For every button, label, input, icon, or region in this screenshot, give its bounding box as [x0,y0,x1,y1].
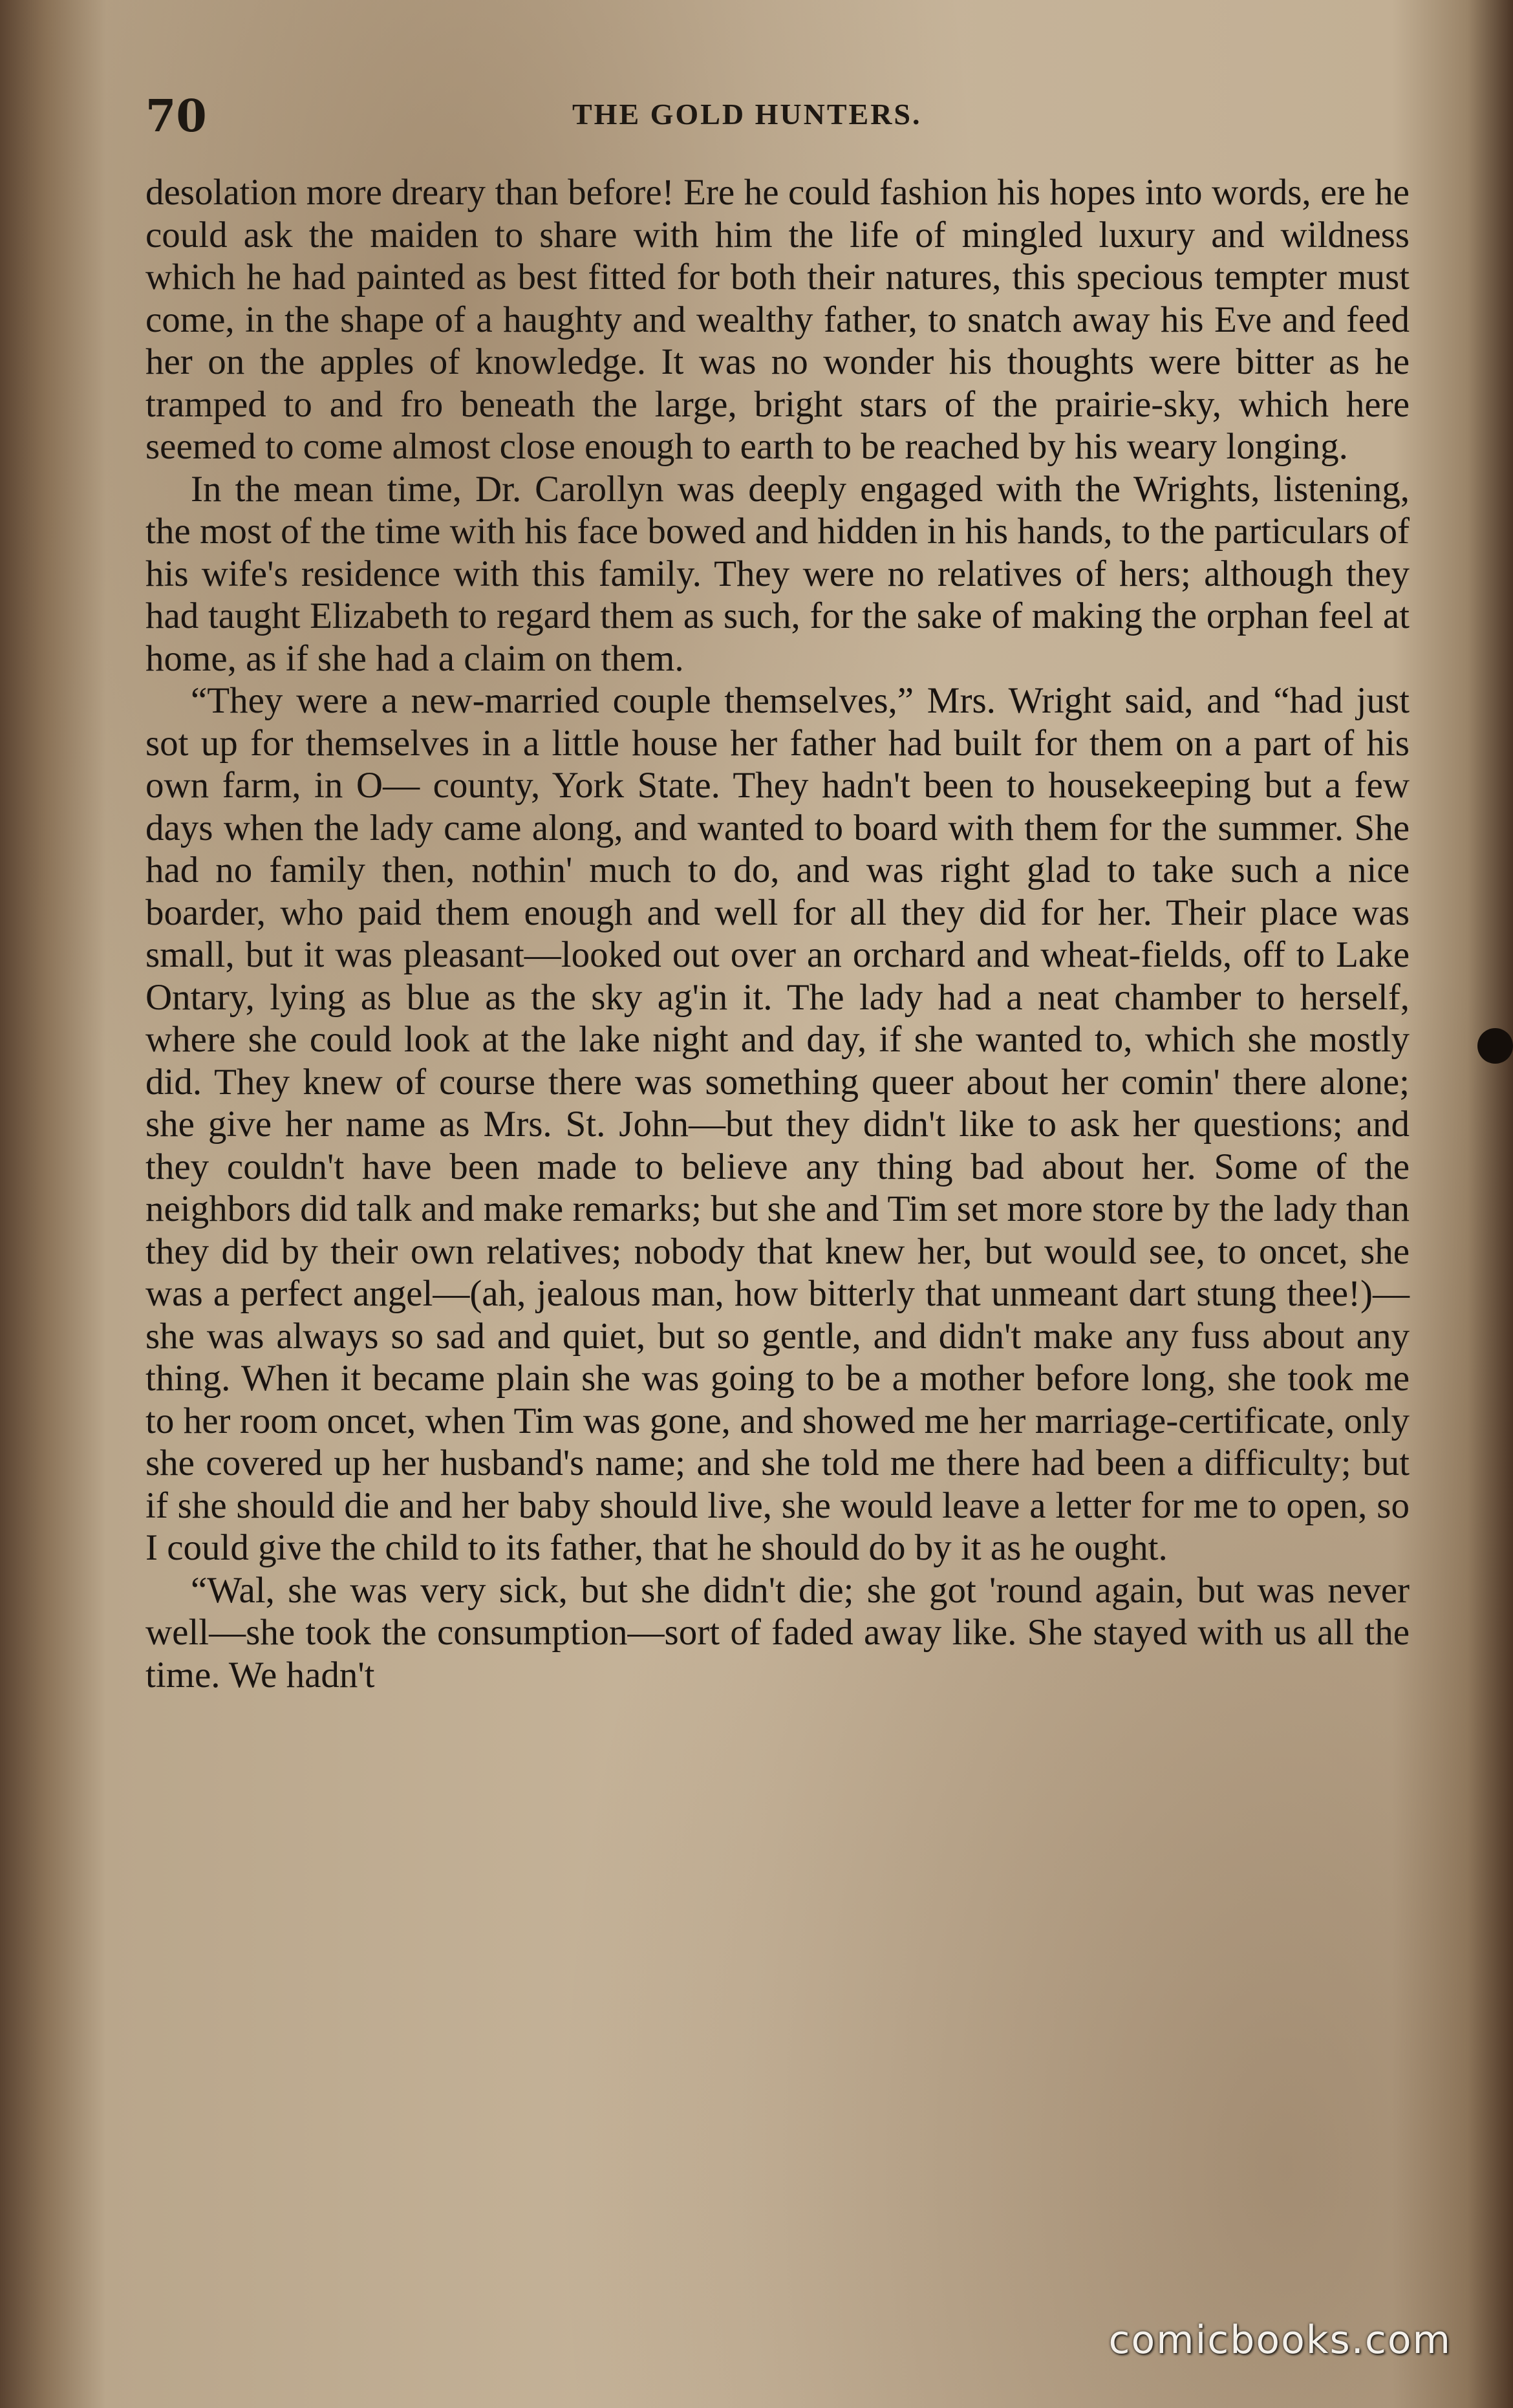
paragraph: “They were a new-married couple themselves,” Mrs. Wright said, and “had just sot up for themselves in a little house her father had built for them on a part of his own farm, in O— county, York State. They hadn't been to housekeeping but a few days when the lady came along, and wanted to board with them for the summer. She had no family then, nothin' much to do, and was right glad to take such a nice boarder, who paid them enough and well for all they did for her. Their place was small, but it was pleasant—looked out over an orchard and wheat-fields, off to Lake Ontary, lying as blue as the sky ag'in it. The lady had a neat chamber to herself, where she could look at the lake night and day, if she wanted to, which she mostly did. They knew of course there was something queer about her comin' there alone; she give her name as Mrs. St. John—but they didn't like to ask her questions; and they couldn't have been made to believe any thing bad about her. Some of the neighbors did talk and make remarks; but she and Tim set more store by the lady than they did by their own relatives; nobody that knew her, but would see, to oncet, she was a perfect angel—(ah, jealous man, how bitterly that unmeant dart stung thee!)—she was always so sad and quiet, but so gentle, and didn't make any fuss about any thing. When it became plain she was going to be a mother before long, she took me to her room oncet, when Tim was gone, and showed me her marriage-certificate, only she covered up her husband's name; and she told me there had been a difficulty; but if she should die and her baby should live, she would leave a letter for me to open, so I could give the child to its father, that he should do by it as he ought. [145,680,1410,1568]
paragraph: In the mean time, Dr. Carollyn was deeply engaged with the Wrights, listening, the most of the time with his face bowed and hidden in his hands, to the particulars of his wife's residence with this family. They were no relatives of hers; although they had taught Elizabeth to regard them as such, for the sake of making the orphan feel at home, as if she had a claim on them. [145,468,1410,679]
watermark: comicbooks.com [1108,2317,1452,2363]
running-head: THE GOLD HUNTERS. [572,98,922,131]
paragraph: desolation more dreary than before! Ere he could fashion his hopes into words, ere he could ask the maiden to share with him the life of mingled luxury and wildness which he had painted as best fitted for both their natures, this specious tempter must come, in the shape of a haughty and wealthy father, to snatch away his Eve and feed her on the apples of knowledge. It was no wonder his thoughts were bitter as he tramped to and fro beneath the large, bright stars of the prairie-sky, which here seemed to come almost close enough to earth to be reached by his weary longing. [145,172,1410,467]
page-number: 70 [145,91,207,142]
paragraph: “Wal, she was very sick, but she didn't die; she got 'round again, but was never well—she took the consumption—sort of faded away like. She stayed with us all the time. We hadn't [145,1569,1410,1695]
binding-hole-mark [1477,1028,1513,1064]
body-text [145,171,1410,1696]
page-header [145,91,1439,149]
